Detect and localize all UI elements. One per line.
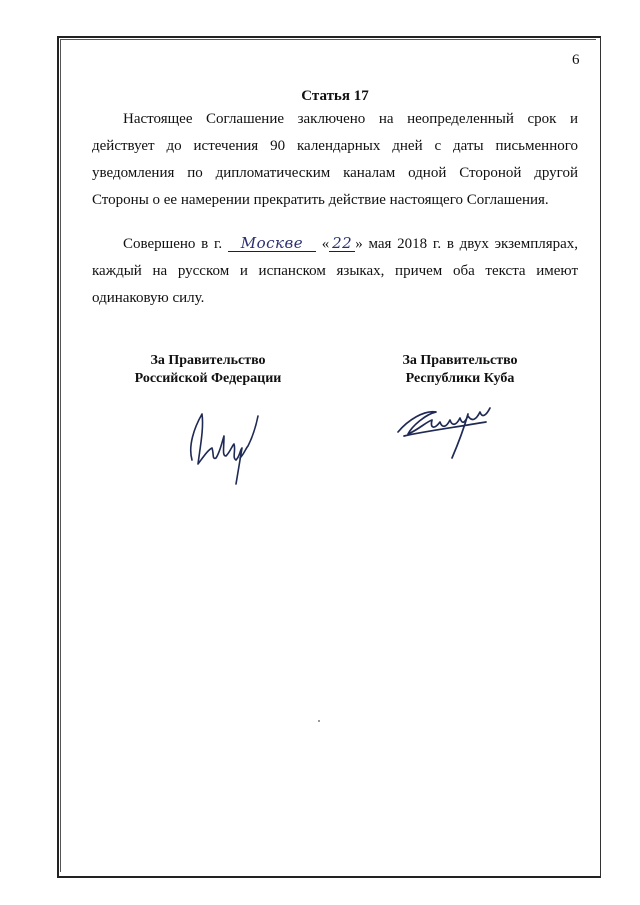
paragraph-2-suffix: мая 2018 г. в двух экземплярах, каждый на русском и испанском языках, причем оба текста имеют одинаковую силу. — [92, 236, 579, 306]
page-number: 6 — [572, 52, 580, 68]
article-paragraph-1 — [92, 106, 578, 214]
paragraph-1-text: Настоящее Соглашение заключено на неопределенный срок и действует до истечения 90 календарных дней с даты письменного уведомления по дипломатическим каналам одной Стороной другой Стороны о ее намерении прекратить действие настоящего Соглашения. — [92, 111, 578, 208]
quote-open: « — [321, 236, 330, 252]
article-title: Статья 17 — [301, 88, 369, 104]
signatory-cuba-line1: За Правительство — [402, 353, 518, 368]
signatory-cuba-line2: Республики Куба — [405, 371, 515, 386]
place-handwritten: Москве — [228, 235, 316, 252]
signature-cuba — [390, 392, 500, 460]
day-handwritten: 22 — [329, 235, 355, 252]
signature-russia — [178, 398, 268, 488]
signatory-russia — [118, 352, 298, 388]
signatory-russia-line2: Российской Федерации — [134, 371, 282, 386]
article-paragraph-2 — [92, 231, 578, 312]
quote-close: » — [355, 236, 363, 252]
paragraph-2-prefix: Совершено в г. — [123, 236, 223, 252]
signatory-russia-line1: За Правительство — [150, 353, 266, 368]
scan-speck — [318, 720, 320, 722]
signatory-cuba — [370, 352, 550, 388]
